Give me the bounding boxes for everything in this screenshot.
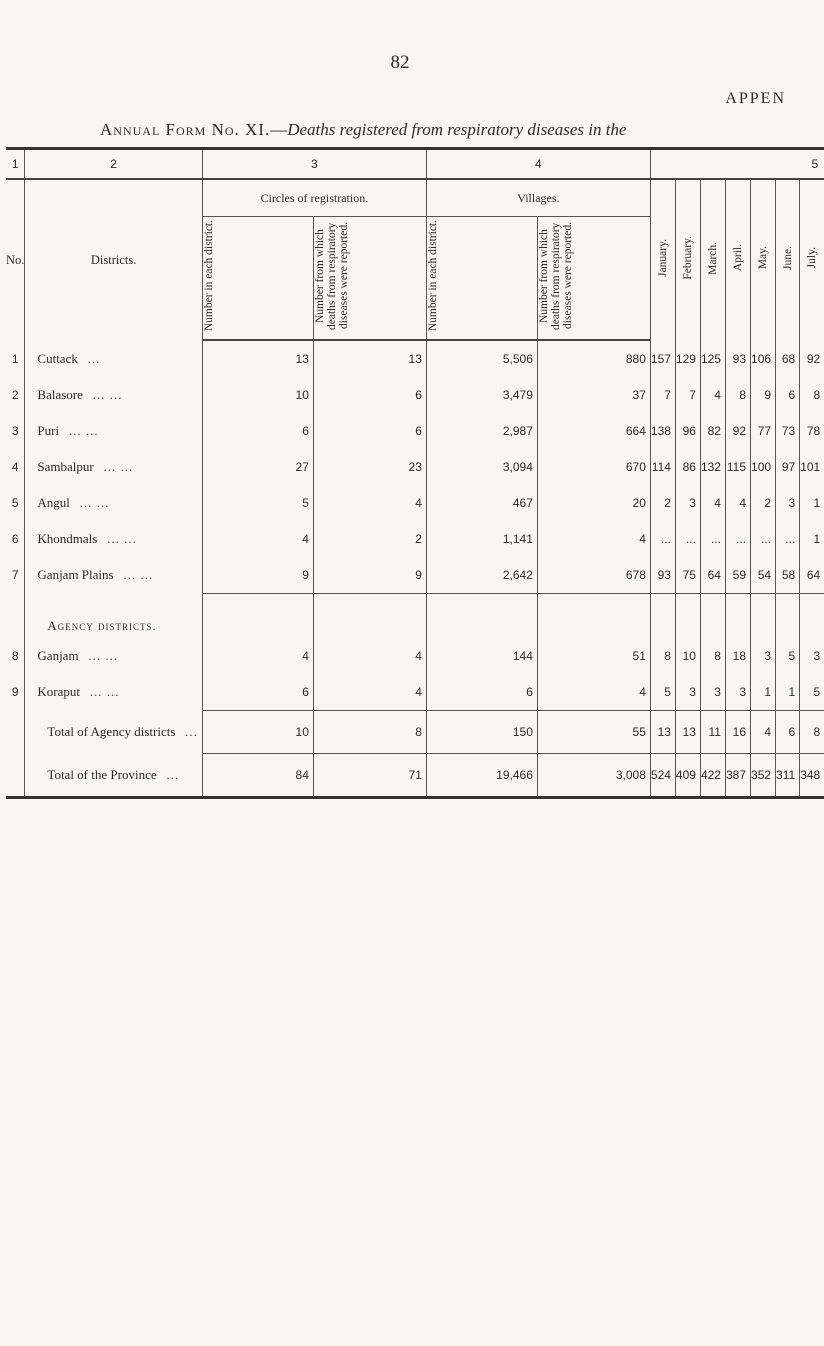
value-cell: 3,094 <box>426 449 537 485</box>
district-label: Balasore <box>37 387 83 402</box>
empty-cell <box>776 594 800 639</box>
value-cell: 125 <box>700 340 725 377</box>
title-description: Deaths registered from respiratory diseases in the <box>287 120 627 139</box>
value-cell: 7 <box>675 377 700 413</box>
value-cell: 71 <box>313 754 426 798</box>
district-label: Ganjam <box>37 648 79 663</box>
value-cell: 4 <box>537 521 650 557</box>
row-number: 3 <box>11 424 19 438</box>
header-july-label: July. <box>806 247 819 269</box>
header-circles-deaths-label: Number from which deaths from respiratory diseases were reported. <box>313 222 350 330</box>
district-row <box>6 557 824 594</box>
value-cell: 8 <box>700 638 725 674</box>
value-cell: 157 <box>650 340 675 377</box>
value-cell: 3 <box>725 674 750 711</box>
district-name <box>25 413 202 449</box>
value-cell: 150 <box>426 711 537 754</box>
header-circles-group: Circles of registration. <box>202 179 426 217</box>
empty-cell <box>313 594 426 639</box>
header-april-label: April. <box>732 244 744 272</box>
district-label: Khondmals <box>37 531 98 546</box>
empty-cell <box>650 594 675 639</box>
value-cell: 97 <box>776 449 800 485</box>
value-cell: 352 <box>751 754 776 798</box>
empty-cell <box>725 594 750 639</box>
leader-dots: ... ... <box>89 684 120 700</box>
value-cell: 9 <box>202 557 313 594</box>
value-cell: 13 <box>675 711 700 754</box>
leader-dots: ... ... <box>92 387 123 402</box>
leader-dots: ... <box>166 766 180 782</box>
running-head: APPEN <box>725 90 786 107</box>
header-circles-number-label: Number in each district. <box>202 220 215 332</box>
district-name <box>25 449 202 485</box>
value-cell: 92 <box>725 413 750 449</box>
header-february-label: February. <box>681 236 694 280</box>
agency-district-row <box>6 638 824 674</box>
leader-dots: ... ... <box>123 567 154 583</box>
header-no: No. <box>6 252 25 267</box>
header-villages-number-label: Number in each district. <box>426 220 439 332</box>
value-cell: 64 <box>700 557 725 594</box>
header-villages-group: Villages. <box>426 179 650 217</box>
page-number: 82 <box>390 52 410 73</box>
value-cell: 422 <box>700 754 725 798</box>
value-cell: ... <box>751 521 776 557</box>
value-cell: 10 <box>202 377 313 413</box>
value-cell: ... <box>725 521 750 557</box>
value-cell: 5 <box>202 485 313 521</box>
empty-cell <box>426 594 537 639</box>
col-num-2: 2 <box>25 149 202 180</box>
value-cell: 10 <box>202 711 313 754</box>
value-cell: 409 <box>675 754 700 798</box>
value-cell: 84 <box>202 754 313 798</box>
value-cell: 93 <box>650 557 675 594</box>
value-cell: 3 <box>751 638 776 674</box>
leader-dots: ... <box>185 724 198 739</box>
value-cell: 524 <box>650 754 675 798</box>
header-may <box>751 179 776 340</box>
district-label: Cuttack <box>37 350 78 366</box>
empty-cell <box>537 594 650 639</box>
row-number <box>6 754 25 798</box>
value-cell: 20 <box>537 485 650 521</box>
value-cell: 138 <box>650 413 675 449</box>
empty-cell <box>202 594 313 639</box>
value-cell: 78 <box>800 413 824 449</box>
col-num-4: 4 <box>426 149 650 180</box>
value-cell: 86 <box>675 449 700 485</box>
leader-dots: ... ... <box>68 423 99 438</box>
value-cell: 6 <box>202 674 313 711</box>
value-cell: 6 <box>776 377 800 413</box>
header-february <box>675 179 700 340</box>
value-cell: 6 <box>202 413 313 449</box>
district-row <box>6 485 824 521</box>
row-number: 1 <box>11 351 19 366</box>
header-june <box>776 179 800 340</box>
value-cell: 9 <box>313 557 426 594</box>
value-cell: 4 <box>725 485 750 521</box>
leader-dots: ... ... <box>88 648 119 663</box>
agency-heading: Agency districts. <box>25 594 202 639</box>
value-cell: ... <box>650 521 675 557</box>
district-name <box>25 638 202 674</box>
value-cell: 59 <box>725 557 750 594</box>
value-cell: 68 <box>776 340 800 377</box>
row-number: 4 <box>11 460 19 474</box>
province-total-row <box>6 754 824 798</box>
form-name: Annual Form No. XI. <box>100 120 271 139</box>
row-number: 2 <box>11 388 19 402</box>
row-number: 8 <box>11 649 19 663</box>
value-cell: 92 <box>800 340 824 377</box>
value-cell: 23 <box>313 449 426 485</box>
value-cell: 3 <box>700 674 725 711</box>
header-july <box>800 179 824 340</box>
leader-dots: ... <box>87 350 101 366</box>
value-cell: 144 <box>426 638 537 674</box>
value-cell: 9 <box>751 377 776 413</box>
value-cell: 678 <box>537 557 650 594</box>
value-cell: 101 <box>800 449 824 485</box>
col-num-3: 3 <box>202 149 426 180</box>
value-cell: 1 <box>800 521 824 557</box>
value-cell: 670 <box>537 449 650 485</box>
value-cell: 2,987 <box>426 413 537 449</box>
value-cell: 51 <box>537 638 650 674</box>
column-number-row <box>6 149 824 180</box>
value-cell: 6 <box>313 377 426 413</box>
value-cell: 8 <box>650 638 675 674</box>
row-number: 6 <box>11 532 19 546</box>
value-cell: 3 <box>776 485 800 521</box>
district-name <box>25 674 202 711</box>
value-cell: 55 <box>537 711 650 754</box>
value-cell: ... <box>776 521 800 557</box>
value-cell: 75 <box>675 557 700 594</box>
value-cell: 6 <box>313 413 426 449</box>
value-cell: 115 <box>725 449 750 485</box>
value-cell: 106 <box>751 340 776 377</box>
value-cell: 27 <box>202 449 313 485</box>
value-cell: 4 <box>751 711 776 754</box>
value-cell: 664 <box>537 413 650 449</box>
leader-dots: ... ... <box>79 495 110 510</box>
empty-cell <box>700 594 725 639</box>
district-label: Total of the Province <box>47 766 157 782</box>
value-cell: 4 <box>202 638 313 674</box>
value-cell: 16 <box>725 711 750 754</box>
value-cell: 100 <box>751 449 776 485</box>
row-number: 7 <box>11 568 19 583</box>
value-cell: 6 <box>776 711 800 754</box>
agency-total-row <box>6 711 824 754</box>
value-cell: ... <box>675 521 700 557</box>
value-cell: 3 <box>675 485 700 521</box>
value-cell: 1 <box>800 485 824 521</box>
table-body <box>6 340 824 798</box>
value-cell: 132 <box>700 449 725 485</box>
value-cell: 10 <box>675 638 700 674</box>
value-cell: 54 <box>751 557 776 594</box>
value-cell: 73 <box>776 413 800 449</box>
value-cell: 387 <box>725 754 750 798</box>
district-name <box>25 340 202 377</box>
district-name <box>25 521 202 557</box>
row-number: 5 <box>11 496 19 510</box>
value-cell: 13 <box>202 340 313 377</box>
header-january-label: January. <box>656 239 669 277</box>
value-cell: 4 <box>202 521 313 557</box>
row-number <box>6 711 25 754</box>
header-april <box>725 179 750 340</box>
value-cell: 5 <box>776 638 800 674</box>
title-dash: — <box>270 120 288 139</box>
value-cell: 3,008 <box>537 754 650 798</box>
value-cell: 2,642 <box>426 557 537 594</box>
value-cell: 5,506 <box>426 340 537 377</box>
value-cell: 467 <box>426 485 537 521</box>
value-cell: 11 <box>700 711 725 754</box>
value-cell: 311 <box>776 754 800 798</box>
agency-section-row <box>6 594 824 639</box>
value-cell: 2 <box>650 485 675 521</box>
value-cell: 2 <box>751 485 776 521</box>
value-cell: 5 <box>800 674 824 711</box>
district-label: Puri <box>37 423 60 438</box>
value-cell: 8 <box>800 711 824 754</box>
col-num-1: 1 <box>6 149 25 180</box>
value-cell: 93 <box>725 340 750 377</box>
header-march <box>700 179 725 340</box>
district-name <box>25 557 202 594</box>
value-cell: 82 <box>700 413 725 449</box>
header-villages-number <box>426 217 537 341</box>
value-cell: 58 <box>776 557 800 594</box>
district-label: Ganjam Plains <box>37 567 114 583</box>
table-title <box>100 120 627 140</box>
header-january <box>650 179 675 340</box>
value-cell: 3 <box>675 674 700 711</box>
value-cell: 1 <box>776 674 800 711</box>
district-name <box>25 754 202 798</box>
leader-dots: ... ... <box>103 459 134 474</box>
value-cell: 6 <box>426 674 537 711</box>
header-villages-deaths <box>537 217 650 341</box>
value-cell: 4 <box>313 485 426 521</box>
value-cell: 13 <box>313 340 426 377</box>
value-cell: 4 <box>313 674 426 711</box>
value-cell: 4 <box>313 638 426 674</box>
header-march-label: March. <box>706 241 719 275</box>
value-cell: 8 <box>800 377 824 413</box>
deaths-table <box>6 147 824 799</box>
row-number: 9 <box>11 685 19 700</box>
value-cell: 129 <box>675 340 700 377</box>
agency-district-row <box>6 674 824 711</box>
header-districts: Districts. <box>25 179 202 340</box>
value-cell: 18 <box>725 638 750 674</box>
district-row <box>6 449 824 485</box>
value-cell: 348 <box>800 754 824 798</box>
district-row <box>6 521 824 557</box>
col-num-5: 5 <box>650 149 824 180</box>
value-cell: 4 <box>537 674 650 711</box>
empty-cell <box>675 594 700 639</box>
district-row <box>6 413 824 449</box>
value-cell: 3 <box>800 638 824 674</box>
district-row <box>6 377 824 413</box>
header-june-label: June. <box>781 246 794 270</box>
header-villages-deaths-label: Number from which deaths from respiratory diseases were reported. <box>537 222 574 330</box>
district-label: Angul <box>37 495 70 510</box>
district-name <box>25 711 202 754</box>
value-cell: ... <box>700 521 725 557</box>
value-cell: 4 <box>700 377 725 413</box>
value-cell: 1,141 <box>426 521 537 557</box>
value-cell: 8 <box>313 711 426 754</box>
header-circles-number <box>202 217 313 341</box>
district-name <box>25 377 202 413</box>
leader-dots: ... ... <box>107 531 137 546</box>
value-cell: 96 <box>675 413 700 449</box>
district-label: Koraput <box>37 684 81 700</box>
header-circles-deaths <box>313 217 426 341</box>
value-cell: 114 <box>650 449 675 485</box>
value-cell: 880 <box>537 340 650 377</box>
value-cell: 64 <box>800 557 824 594</box>
empty-cell <box>751 594 776 639</box>
value-cell: 8 <box>725 377 750 413</box>
value-cell: 13 <box>650 711 675 754</box>
value-cell: 19,466 <box>426 754 537 798</box>
empty-cell <box>800 594 824 639</box>
header-row-groups <box>6 179 824 217</box>
value-cell: 5 <box>650 674 675 711</box>
district-name <box>25 485 202 521</box>
value-cell: 4 <box>700 485 725 521</box>
district-row <box>6 340 824 377</box>
value-cell: 77 <box>751 413 776 449</box>
row-number <box>6 594 25 639</box>
value-cell: 3,479 <box>426 377 537 413</box>
value-cell: 37 <box>537 377 650 413</box>
district-label: Total of Agency districts <box>47 724 176 739</box>
value-cell: 2 <box>313 521 426 557</box>
value-cell: 1 <box>751 674 776 711</box>
value-cell: 7 <box>650 377 675 413</box>
header-may-label: May. <box>757 246 770 270</box>
district-label: Sambalpur <box>37 459 94 474</box>
